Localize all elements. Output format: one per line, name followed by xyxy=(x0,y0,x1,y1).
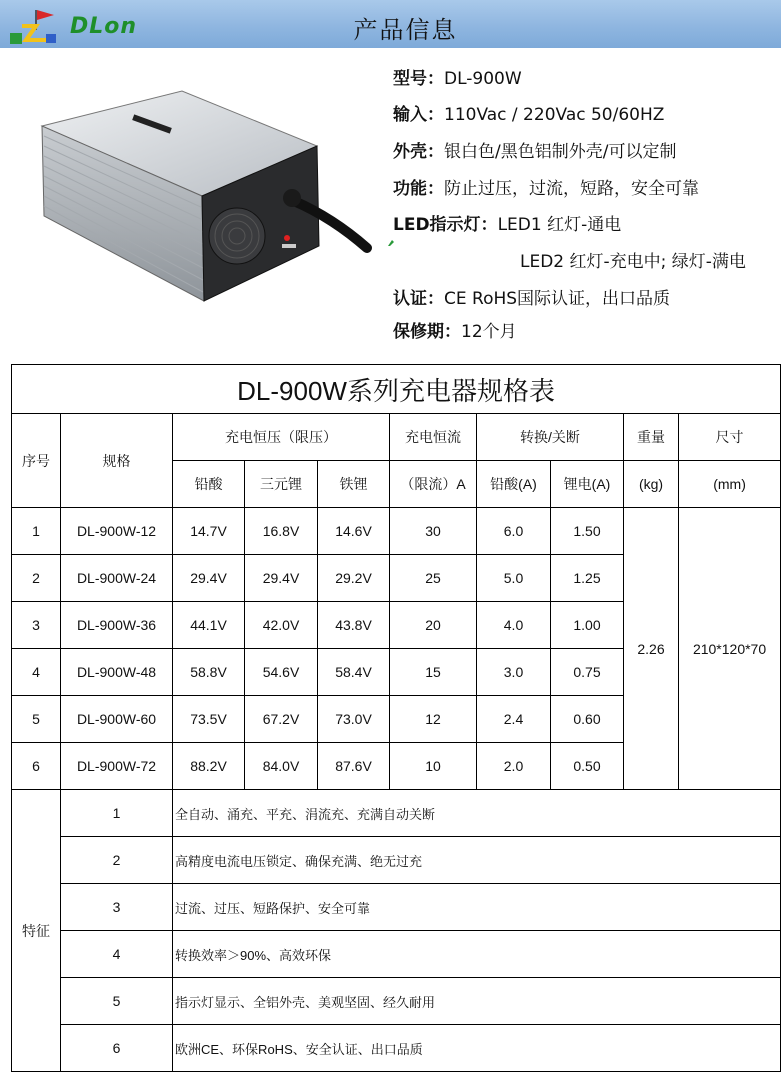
row-iron-voltage: 43.8V xyxy=(318,602,390,649)
led2-field xyxy=(520,247,746,272)
row-current: 25 xyxy=(390,555,477,602)
row-model: DL-900W-24 xyxy=(61,555,173,602)
header-switch-lead: 铅酸(A) xyxy=(477,461,551,508)
row-current: 20 xyxy=(390,602,477,649)
row-switch-lead: 5.0 xyxy=(477,555,551,602)
feature-row xyxy=(12,837,781,884)
row-switch-lead: 2.4 xyxy=(477,696,551,743)
certification-field xyxy=(393,284,670,309)
row-index: 3 xyxy=(12,602,61,649)
feature-index: 5 xyxy=(61,978,173,1025)
charger-product-image xyxy=(32,86,377,311)
row-lead-voltage: 29.4V xyxy=(173,555,245,602)
row-iron-voltage: 87.6V xyxy=(318,743,390,790)
header-weight: 重量 xyxy=(624,414,679,461)
function-value: 防止过压，过流，短路，安全可靠 xyxy=(444,179,699,199)
row-switch-lead: 6.0 xyxy=(477,508,551,555)
feature-text: 指示灯显示、全铝外壳、美观坚固、经久耐用 xyxy=(173,978,781,1025)
feature-text: 过流、过压、短路保护、安全可靠 xyxy=(173,884,781,931)
row-iron-voltage: 58.4V xyxy=(318,649,390,696)
row-iron-voltage: 29.2V xyxy=(318,555,390,602)
header-weight-unit: (kg) xyxy=(624,461,679,508)
model-label: 型号： xyxy=(393,69,444,89)
header-index: 序号 xyxy=(12,414,61,508)
table-title: DL-900W系列充电器规格表 xyxy=(12,365,781,414)
row-model: DL-900W-60 xyxy=(61,696,173,743)
header-switch-group: 转换/关断 xyxy=(477,414,624,461)
feature-index: 4 xyxy=(61,931,173,978)
function-field xyxy=(393,174,699,199)
header-current-sub: （限流）A xyxy=(390,461,477,508)
header-current-group: 充电恒流 xyxy=(390,414,477,461)
header-size-unit: (mm) xyxy=(679,461,781,508)
header-size: 尺寸 xyxy=(679,414,781,461)
input-label: 输入： xyxy=(393,105,444,125)
row-switch-lithium: 1.00 xyxy=(551,602,624,649)
header-model: 规格 xyxy=(61,414,173,508)
row-ternary-voltage: 54.6V xyxy=(245,649,318,696)
header-switch-lithium: 锂电(A) xyxy=(551,461,624,508)
logo-text: DLon xyxy=(70,14,138,39)
led1-value: LED1 红灯-通电 xyxy=(497,215,622,235)
case-label: 外壳： xyxy=(393,142,444,162)
row-current: 30 xyxy=(390,508,477,555)
row-index: 5 xyxy=(12,696,61,743)
feature-text: 高精度电流电压锁定、确保充满、绝无过充 xyxy=(173,837,781,884)
model-field xyxy=(393,64,522,89)
certification-value: CE RoHS国际认证，出口品质 xyxy=(444,289,671,309)
header-ternary-lithium: 三元锂 xyxy=(245,461,318,508)
green-tick-icon xyxy=(388,240,394,246)
row-ternary-voltage: 67.2V xyxy=(245,696,318,743)
header-lead-acid: 铅酸 xyxy=(173,461,245,508)
row-model: DL-900W-12 xyxy=(61,508,173,555)
table-row xyxy=(12,508,781,555)
input-field xyxy=(393,100,664,125)
row-model: DL-900W-48 xyxy=(61,649,173,696)
row-lead-voltage: 44.1V xyxy=(173,602,245,649)
row-switch-lead: 4.0 xyxy=(477,602,551,649)
features-label: 特征 xyxy=(12,790,61,1072)
model-value: DL-900W xyxy=(444,69,522,89)
feature-row xyxy=(12,1025,781,1072)
feature-index: 1 xyxy=(61,790,173,837)
spec-table xyxy=(11,364,781,1072)
row-ternary-voltage: 29.4V xyxy=(245,555,318,602)
row-iron-voltage: 73.0V xyxy=(318,696,390,743)
feature-index: 2 xyxy=(61,837,173,884)
row-switch-lithium: 0.75 xyxy=(551,649,624,696)
row-index: 6 xyxy=(12,743,61,790)
row-lead-voltage: 73.5V xyxy=(173,696,245,743)
row-current: 10 xyxy=(390,743,477,790)
row-current: 15 xyxy=(390,649,477,696)
led-field xyxy=(393,210,621,235)
row-model: DL-900W-36 xyxy=(61,602,173,649)
feature-row xyxy=(12,931,781,978)
row-switch-lead: 3.0 xyxy=(477,649,551,696)
case-value: 银白色/黑色铝制外壳/可以定制 xyxy=(444,142,677,162)
row-iron-voltage: 14.6V xyxy=(318,508,390,555)
input-value: 110Vac / 220Vac 50/60HZ xyxy=(444,105,665,125)
row-switch-lithium: 1.25 xyxy=(551,555,624,602)
row-switch-lithium: 0.60 xyxy=(551,696,624,743)
row-index: 4 xyxy=(12,649,61,696)
size-value: 210*120*70 xyxy=(679,508,781,790)
feature-index: 3 xyxy=(61,884,173,931)
header-iron-lithium: 铁锂 xyxy=(318,461,390,508)
feature-text: 全自动、涌充、平充、涓流充、充满自动关断 xyxy=(173,790,781,837)
led-label: LED指示灯： xyxy=(393,215,498,235)
feature-row xyxy=(12,978,781,1025)
row-model: DL-900W-72 xyxy=(61,743,173,790)
feature-row xyxy=(12,884,781,931)
warranty-label: 保修期： xyxy=(393,322,461,342)
page-title: 产品信息 xyxy=(353,16,458,44)
warranty-field xyxy=(393,317,517,342)
feature-text: 转换效率＞90%、高效环保 xyxy=(173,931,781,978)
row-lead-voltage: 14.7V xyxy=(173,508,245,555)
row-current: 12 xyxy=(390,696,477,743)
row-lead-voltage: 58.8V xyxy=(173,649,245,696)
row-ternary-voltage: 16.8V xyxy=(245,508,318,555)
row-switch-lithium: 1.50 xyxy=(551,508,624,555)
row-switch-lead: 2.0 xyxy=(477,743,551,790)
weight-value: 2.26 xyxy=(624,508,679,790)
row-switch-lithium: 0.50 xyxy=(551,743,624,790)
feature-index: 6 xyxy=(61,1025,173,1072)
case-field xyxy=(393,137,676,162)
warranty-value: 12个月 xyxy=(461,322,517,342)
row-index: 1 xyxy=(12,508,61,555)
header-bar xyxy=(0,0,781,48)
header-voltage-group: 充电恒压（限压） xyxy=(173,414,390,461)
row-ternary-voltage: 42.0V xyxy=(245,602,318,649)
led2-value: LED2 红灯-充电中; 绿灯-满电 xyxy=(520,252,746,272)
row-lead-voltage: 88.2V xyxy=(173,743,245,790)
feature-row xyxy=(12,790,781,837)
row-ternary-voltage: 84.0V xyxy=(245,743,318,790)
feature-text: 欧洲CE、环保RoHS、安全认证、出口品质 xyxy=(173,1025,781,1072)
function-label: 功能： xyxy=(393,179,444,199)
certification-label: 认证： xyxy=(393,289,444,309)
row-index: 2 xyxy=(12,555,61,602)
